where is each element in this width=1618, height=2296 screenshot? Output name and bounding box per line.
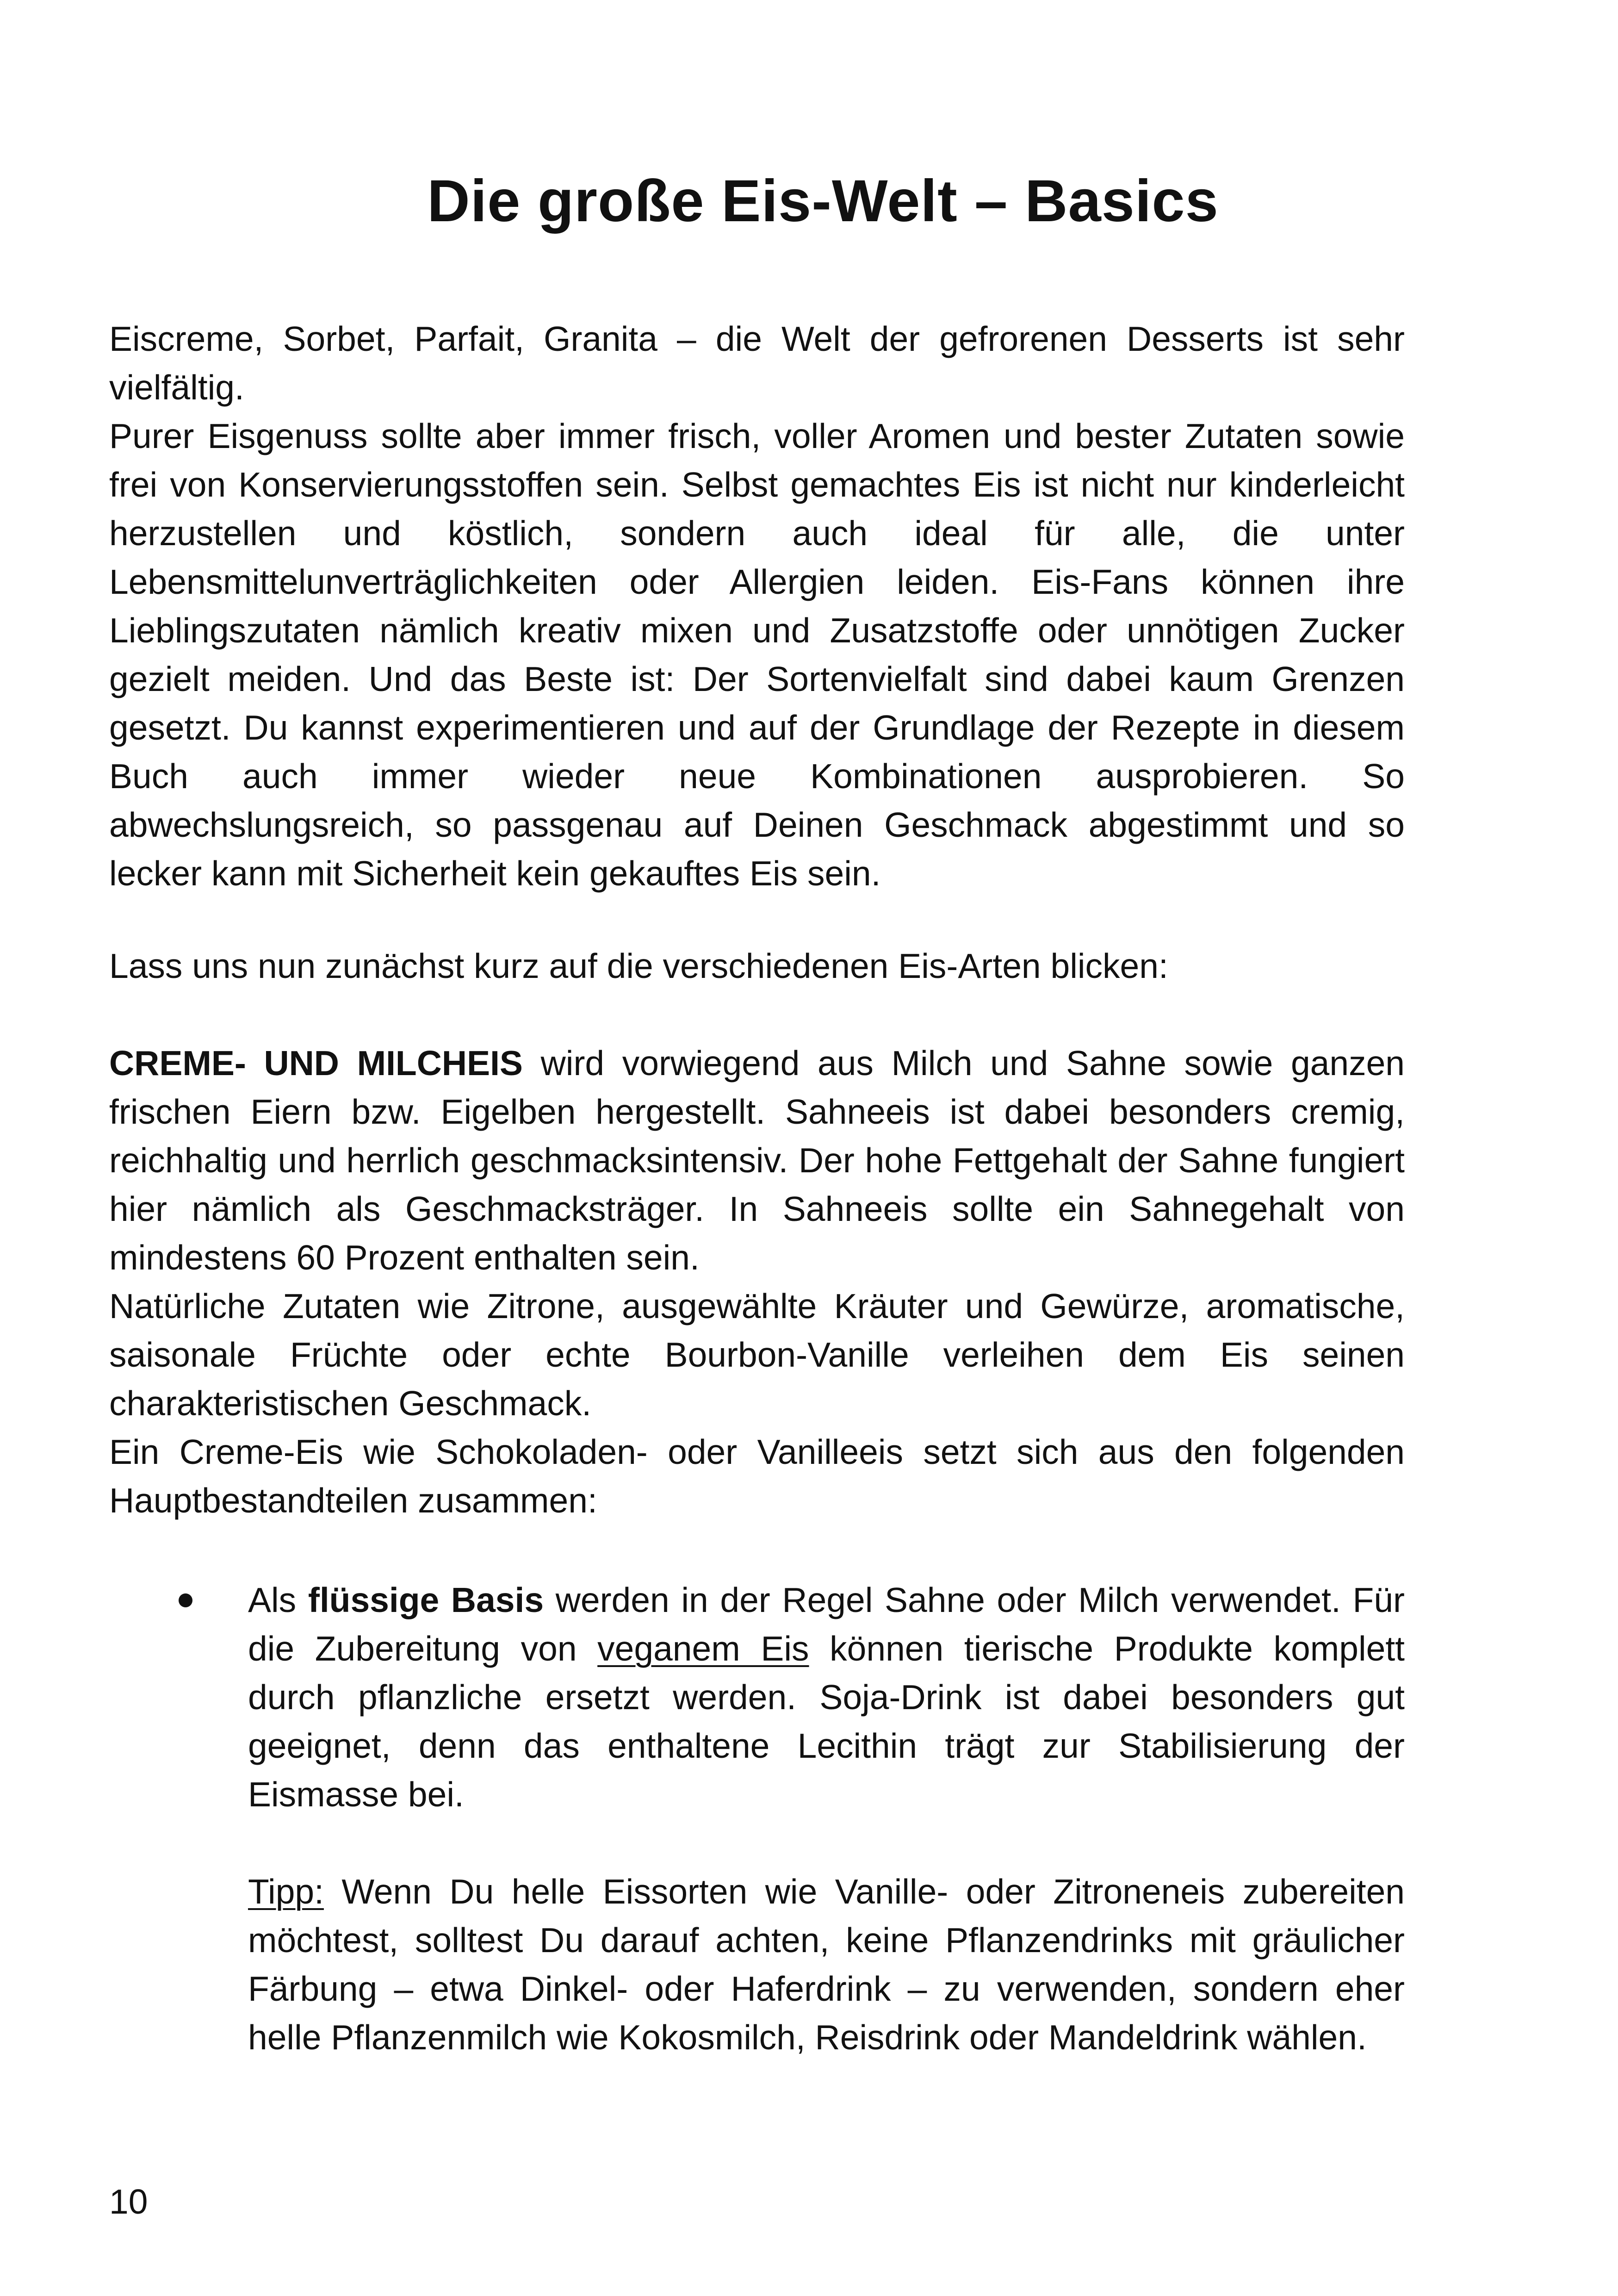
intro-section (109, 315, 1405, 898)
tip-label: Tipp: (248, 1872, 324, 1911)
page-title: Die große Eis-Welt – Basics (427, 168, 1219, 234)
bullet-paragraph (248, 1576, 1405, 1819)
page-number: 10 (109, 2182, 148, 2221)
vegan-ice-link[interactable]: veganem Eis (597, 1629, 809, 1668)
tip-text: Wenn Du helle Eissorten wie Vanille- oder Zitroneneis zubereiten möchtest, solltest Du darauf achten, keine Pflanzendrinks mit gräulicher Färbung – etwa Dinkel- oder Haferdrink – zu verwenden, sondern eher helle Pflanzenmilch wie Kokosmilch, Reisdrink oder Mandeldrink wählen. (248, 1872, 1405, 2057)
bullet-dot-icon (179, 1593, 192, 1607)
bullet-bold-term: flüssige Basis (308, 1580, 544, 1619)
tip-paragraph (248, 1867, 1405, 2062)
creme-paragraph-2: Natürliche Zutaten wie Zitrone, ausgewählte Kräuter und Gewürze, aromatische, saisonale Früchte oder echte Bourbon-Vanille verleihen dem Eis seinen charakteristischen Geschmack. (109, 1287, 1405, 1423)
creme-paragraph-3: Ein Creme-Eis wie Schokoladen- oder Vanilleeis setzt sich aus den folgenden Hauptbestandteilen zusammen: (109, 1432, 1405, 1520)
intro-paragraph-2: Purer Eisgenuss sollte aber immer frisch, voller Aromen und bester Zutaten sowie frei von Konservierungsstoffen sein. Selbst gemachtes Eis ist nicht nur kinderleicht herzustellen und köstlich, sondern auch ideal für alle, die unter Lebensmittelunverträglichkeiten oder Allergien leiden. Eis-Fans können ihre Lieblingszutaten nämlich kreativ mixen und Zusatzstoffe oder unnötigen Zucker gezielt meiden. Und das Beste ist: Der Sortenvielfalt sind dabei kaum Grenzen gesetzt. Du kannst experimentieren und auf der Grundlage der Rezepte in diesem Buch auch immer wieder neue Kombinationen ausprobieren. So abwechslungsreich, so passgenau auf Deinen Geschmack abgestimmt und so lecker kann mit Sicherheit kein gekauftes Eis sein. (109, 417, 1405, 893)
bullet-mid: werden in der Regel Sahne oder Milch verwendet. Für die Zubereitung von (248, 1580, 1405, 1668)
transition-paragraph: Lass uns nun zunächst kurz auf die verschiedenen Eis-Arten blicken: (109, 946, 1168, 985)
creme-heading: CREME- UND MILCHEIS (109, 1044, 523, 1083)
creme-paragraph-1-text: wird vorwiegend aus Milch und Sahne sowie ganzen frischen Eiern bzw. Eigelben hergestellt. Sahneeis ist dabei besonders cremig, reichhaltig und herrlich geschmacksintensiv. Der hohe Fettgehalt der Sahne fungiert hier nämlich als Geschmacksträger. In Sahneeis sollte ein Sahnegehalt von mindestens 60 Prozent enthalten sein. (109, 1044, 1405, 1277)
bullet-item (248, 1576, 1405, 2062)
creme-paragraph-1 (109, 1039, 1405, 1282)
transition-section (109, 942, 1405, 990)
bullet-prefix: Als (248, 1580, 308, 1619)
bullet-rest: können tierische Produkte komplett durch pflanzliche ersetzt werden. Soja-Drink ist dabei besonders gut geeignet, denn das enthaltene Lecithin trägt zur Stabilisierung der Eismasse bei. (248, 1629, 1405, 1814)
intro-paragraph-1: Eiscreme, Sorbet, Parfait, Granita – die Welt der gefrorenen Desserts ist sehr vielfältig. (109, 319, 1405, 407)
bullet-list (109, 1576, 1405, 2062)
creme-section (109, 1039, 1405, 1525)
